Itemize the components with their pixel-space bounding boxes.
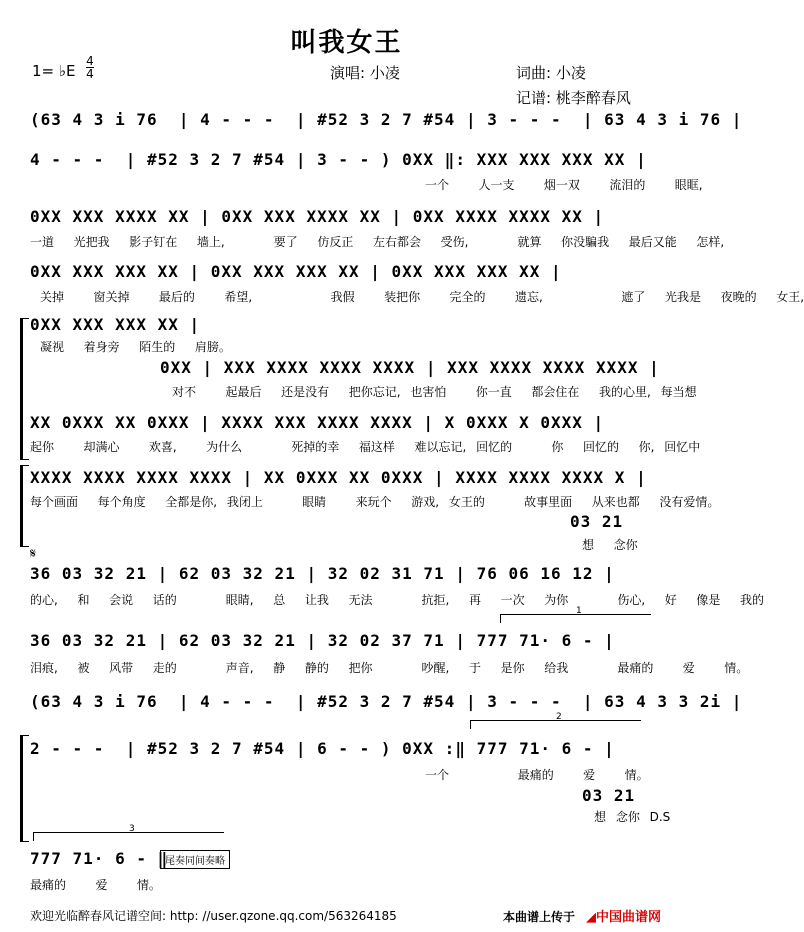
lyric-line-6: 对不 起最后 还是没有 把你忘记, 也害怕 你一直 都会住在 我的心里, 每当想 bbox=[172, 385, 697, 399]
volta-bracket-2 bbox=[470, 712, 641, 729]
volta-2-number: 2 bbox=[556, 712, 562, 722]
score-line-12: 2 - - - | #52 3 2 7 #54 | 6 - - ) 0XX :‖ 777 71· 6 - | bbox=[30, 739, 615, 758]
score-line-7: XX 0XXX XX 0XXX | XXXX XXX XXXX XXXX | X 0XXX X 0XXX | bbox=[30, 413, 605, 432]
logo-icon: ◢ bbox=[586, 910, 596, 925]
transcriber-credit: 记谱: 桃李醉春风 bbox=[516, 89, 631, 107]
repeat-bracket-2 bbox=[20, 465, 29, 547]
lyric-line-2: 一个 人一支 烟一双 流泪的 眼眶, bbox=[425, 178, 703, 192]
lyric-line-3: 一道 光把我 影子钉在 墙上, 要了 仿反正 左右都会 受伤, 就算 你没騙我 最后又能 怎样, bbox=[30, 235, 725, 249]
lyric-line-9: 的心, 和 会说 话的 眼睛, 总 让我 无法 抗拒, 再 一次 为你 伤心, 好 像是 我的 bbox=[30, 593, 765, 607]
score-line-6: 0XX | XXX XXXX XXXX XXXX | XXX XXXX XXXX XXXX | bbox=[160, 358, 660, 377]
time-signature bbox=[86, 55, 94, 80]
score-line-13: 777 71· 6 - ‖ bbox=[30, 849, 169, 868]
lyric-line-5: 凝视 着身旁 陌生的 肩膀。 bbox=[40, 340, 231, 354]
score-line-11: (63 4 3 i 76 | 4 - - - | #52 3 2 7 #54 | 3 - - - | 63 4 3 3 2i | bbox=[30, 692, 743, 711]
footer-upload-prefix: 本曲谱上传于 bbox=[503, 910, 576, 924]
score-line-2: 4 - - - | #52 3 2 7 #54 | 3 - - ) 0XX ‖: XXX XXX XXX XX | bbox=[30, 150, 647, 169]
repeat-bracket-1 bbox=[20, 318, 29, 460]
volta-3-number: 3 bbox=[129, 824, 135, 834]
lyric-line-7: 起你 却满心 欢喜, 为什么 死掉的幸 福这样 难以忘记, 回忆的 你 回忆的 你, 回忆中 bbox=[30, 440, 701, 454]
volta-bracket-3 bbox=[33, 824, 224, 841]
lyric-line-10: 泪痕, 被 风带 走的 声音, 静 静的 把你 吵醒, 于 是你 给我 最痛的 爱 情。 bbox=[30, 661, 749, 675]
footer-link-text: 欢迎光临醉春风记谱空间: http: //user.qzone.qq.com/563264185 bbox=[30, 909, 397, 923]
site-logo-text: 中国曲谱网 bbox=[596, 910, 662, 925]
lyric-line-4: 关掉 窗关掉 最后的 希望, 我假 装把你 完全的 遗忘, 遮了 光我是 夜晚的 女王, bbox=[40, 290, 804, 304]
singer-credit: 演唱: 小凌 bbox=[330, 64, 400, 82]
time-signature-bottom: 4 bbox=[86, 67, 94, 81]
repeat-bracket-3 bbox=[20, 735, 29, 842]
score-pickup-2: 03 21 bbox=[582, 786, 636, 805]
score-pickup-1: 03 21 bbox=[570, 512, 624, 531]
lyric-line-13: 最痛的 爱 情。 bbox=[30, 878, 161, 892]
site-logo bbox=[586, 906, 661, 925]
lyric-line-8: 每个画面 每个角度 全都是你, 我闭上 眼睛 来玩个 游戏, 女王的 故事里面 从来也都 没有爱情。 bbox=[30, 495, 720, 509]
score-line-5: 0XX XXX XXX XX | bbox=[30, 315, 201, 334]
score-line-1: (63 4 3 i 76 | 4 - - - | #52 3 2 7 #54 | 3 - - - | 63 4 3 i 76 | bbox=[30, 110, 743, 129]
lyric-pickup-2: 想 念你 D.S bbox=[594, 810, 671, 824]
score-line-4: 0XX XXX XXX XX | 0XX XXX XXX XX | 0XX XXX XXX XX | bbox=[30, 262, 562, 281]
lyric-line-12: 一个 最痛的 爱 情。 bbox=[425, 768, 649, 782]
segno-sign: 𝄋 bbox=[30, 546, 37, 562]
score-line-8: XXXX XXXX XXXX XXXX | XX 0XXX XX 0XXX | XXXX XXXX XXXX X | bbox=[30, 468, 647, 487]
outro-note-box: 尾奏同间奏略 bbox=[160, 850, 230, 869]
key-signature: 1= ♭E bbox=[32, 62, 76, 80]
volta-bracket-1 bbox=[500, 606, 651, 623]
composer-credit: 词曲: 小凌 bbox=[516, 64, 586, 82]
score-line-9: 36 03 32 21 | 62 03 32 21 | 32 02 31 71 | 76 06 16 12 | bbox=[30, 564, 615, 583]
song-title: 叫我女王 bbox=[290, 28, 403, 58]
lyric-pickup-1: 想 念你 bbox=[582, 538, 638, 552]
score-line-3: 0XX XXX XXXX XX | 0XX XXX XXXX XX | 0XX XXXX XXXX XX | bbox=[30, 207, 605, 226]
score-line-10: 36 03 32 21 | 62 03 32 21 | 32 02 37 71 | 777 71· 6 - | bbox=[30, 631, 615, 650]
volta-1-number: 1 bbox=[576, 606, 582, 616]
time-signature-top: 4 bbox=[86, 54, 94, 68]
